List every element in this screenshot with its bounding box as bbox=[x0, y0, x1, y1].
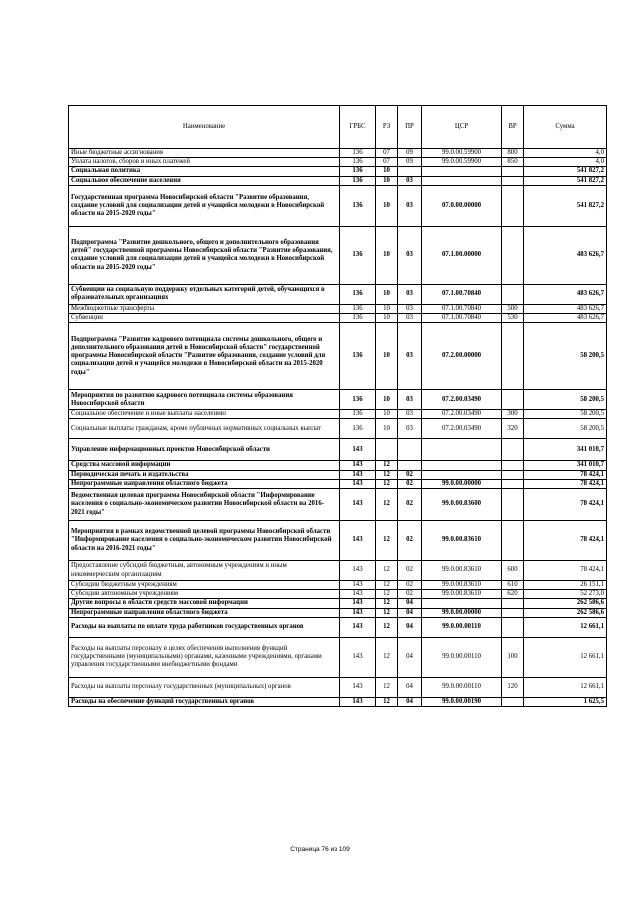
cell-name: Иные бюджетные ассигнования bbox=[69, 149, 340, 158]
table-row bbox=[69, 461, 607, 470]
cell-name: Средства массовой информации bbox=[69, 461, 340, 470]
cell-sum: 483 626,7 bbox=[524, 226, 607, 284]
cell-name: Подпрограмма "Развитие кадрового потенциала системы дошкольного, общего и дополнительного образования детей в Новосибирской области" государственной программы Новосибирской области "Развитие образования, создание условий для социализации детей и учащейся молодежи в Новосибирской области на 2015-2020 годы" bbox=[69, 323, 340, 390]
cell-vr bbox=[502, 479, 524, 488]
header-row bbox=[69, 106, 607, 149]
cell-grbs: 136 bbox=[340, 167, 376, 176]
cell-csr bbox=[422, 439, 502, 461]
cell-grbs: 143 bbox=[340, 590, 376, 599]
page-number: Страница 76 из 109 bbox=[290, 846, 350, 853]
cell-sum: 1 625,5 bbox=[524, 697, 607, 706]
cell-rz: 12 bbox=[376, 470, 398, 479]
cell-vr bbox=[502, 390, 524, 410]
cell-rz: 07 bbox=[376, 149, 398, 158]
table-row bbox=[69, 637, 607, 677]
cell-sum: 58 200,5 bbox=[524, 410, 607, 419]
cell-vr bbox=[502, 439, 524, 461]
cell-pr: 04 bbox=[398, 637, 422, 677]
cell-name: Субсидии автономным учреждениям bbox=[69, 590, 340, 599]
cell-vr: 120 bbox=[502, 677, 524, 697]
col-header-pr: ПР bbox=[398, 106, 422, 149]
cell-pr: 03 bbox=[398, 323, 422, 390]
cell-vr bbox=[502, 697, 524, 706]
cell-name: Предоставление субсидий бюджетным, автономным учреждениям и иным некоммерческим организациям bbox=[69, 561, 340, 581]
cell-grbs: 136 bbox=[340, 419, 376, 439]
cell-sum: 12 661,1 bbox=[524, 677, 607, 697]
table-row bbox=[69, 284, 607, 304]
cell-rz: 12 bbox=[376, 599, 398, 608]
cell-sum: 483 626,7 bbox=[524, 304, 607, 313]
cell-name: Социальное обеспечение и иные выплаты населению bbox=[69, 410, 340, 419]
cell-rz: 07 bbox=[376, 158, 398, 167]
cell-vr bbox=[502, 226, 524, 284]
cell-sum: 341 010,7 bbox=[524, 439, 607, 461]
cell-sum: 12 661,1 bbox=[524, 617, 607, 637]
cell-vr bbox=[502, 323, 524, 390]
cell-name: Расходы на выплаты персоналу в целях обеспечения выполнения функций государственными (муниципальными) органами, казенными учреждениями, органами управления государственными внебюджетными фондами bbox=[69, 637, 340, 677]
cell-name: Социальная политика bbox=[69, 167, 340, 176]
cell-csr: 07.1.00.70840 bbox=[422, 304, 502, 313]
cell-grbs: 136 bbox=[340, 176, 376, 185]
cell-csr: 99.0.00.83610 bbox=[422, 581, 502, 590]
cell-sum: 262 586,6 bbox=[524, 599, 607, 608]
cell-name: Мероприятия по развитию кадрового потенциала системы образования Новосибирской области bbox=[69, 390, 340, 410]
cell-grbs: 143 bbox=[340, 637, 376, 677]
cell-csr: 99.0.00.00190 bbox=[422, 697, 502, 706]
table-row bbox=[69, 226, 607, 284]
cell-grbs: 143 bbox=[340, 489, 376, 521]
cell-rz: 10 bbox=[376, 390, 398, 410]
cell-csr bbox=[422, 176, 502, 185]
table-row bbox=[69, 608, 607, 617]
cell-rz: 12 bbox=[376, 561, 398, 581]
cell-name: Уплата налогов, сборов и иных платежей bbox=[69, 158, 340, 167]
cell-vr bbox=[502, 167, 524, 176]
cell-grbs: 143 bbox=[340, 561, 376, 581]
cell-sum: 12 661,1 bbox=[524, 637, 607, 677]
cell-sum: 483 626,7 bbox=[524, 284, 607, 304]
cell-pr: 04 bbox=[398, 608, 422, 617]
cell-rz: 12 bbox=[376, 489, 398, 521]
cell-sum: 262 586,6 bbox=[524, 608, 607, 617]
cell-name: Государственная программа Новосибирской области "Развитие образования, создание условий для социализации детей и учащейся молодежи в Новосибирской области на 2015-2020 годы" bbox=[69, 185, 340, 226]
cell-csr: 07.2.00.00000 bbox=[422, 323, 502, 390]
col-header-grbs: ГРБС bbox=[340, 106, 376, 149]
cell-rz: 12 bbox=[376, 590, 398, 599]
cell-csr: 99.0.00.83610 bbox=[422, 590, 502, 599]
cell-csr: 07.2.00.03490 bbox=[422, 390, 502, 410]
table-row bbox=[69, 479, 607, 488]
cell-pr: 02 bbox=[398, 479, 422, 488]
cell-grbs: 136 bbox=[340, 390, 376, 410]
col-header-csr: ЦСР bbox=[422, 106, 502, 149]
cell-vr bbox=[502, 185, 524, 226]
cell-name: Другие вопросы в области средств массовой информации bbox=[69, 599, 340, 608]
cell-csr: 07.2.00.03490 bbox=[422, 419, 502, 439]
table-row bbox=[69, 617, 607, 637]
cell-pr: 02 bbox=[398, 590, 422, 599]
cell-csr: 99.0.00.83600 bbox=[422, 489, 502, 521]
cell-grbs: 136 bbox=[340, 226, 376, 284]
cell-vr bbox=[502, 521, 524, 561]
cell-pr: 03 bbox=[398, 185, 422, 226]
table-row bbox=[69, 590, 607, 599]
cell-grbs: 143 bbox=[340, 599, 376, 608]
cell-grbs: 136 bbox=[340, 314, 376, 323]
col-header-vr: ВР bbox=[502, 106, 524, 149]
cell-csr: 07.2.00.03490 bbox=[422, 410, 502, 419]
cell-rz: 10 bbox=[376, 314, 398, 323]
cell-grbs: 136 bbox=[340, 323, 376, 390]
table-row bbox=[69, 158, 607, 167]
cell-pr: 03 bbox=[398, 176, 422, 185]
cell-name: Социальные выплаты гражданам, кроме публичных нормативных социальных выплат bbox=[69, 419, 340, 439]
cell-pr: 03 bbox=[398, 284, 422, 304]
cell-name: Подпрограмма "Развитие дошкольного, общего и дополнительного образования детей" государственной программы Новосибирской области "Развитие образования, создание условий для социализации детей и учащейся молодежи в Новосибирской области на 2015-2020 годы" bbox=[69, 226, 340, 284]
table-row bbox=[69, 167, 607, 176]
cell-vr: 530 bbox=[502, 314, 524, 323]
cell-grbs: 143 bbox=[340, 581, 376, 590]
cell-csr bbox=[422, 599, 502, 608]
cell-rz: 12 bbox=[376, 461, 398, 470]
cell-rz: 12 bbox=[376, 637, 398, 677]
cell-pr: 02 bbox=[398, 521, 422, 561]
cell-pr bbox=[398, 439, 422, 461]
cell-vr bbox=[502, 461, 524, 470]
table-row bbox=[69, 323, 607, 390]
cell-vr bbox=[502, 470, 524, 479]
cell-vr: 320 bbox=[502, 419, 524, 439]
cell-rz: 12 bbox=[376, 677, 398, 697]
cell-grbs: 143 bbox=[340, 617, 376, 637]
cell-sum: 78 424,1 bbox=[524, 521, 607, 561]
cell-grbs: 143 bbox=[340, 521, 376, 561]
cell-csr: 99.0.00.00000 bbox=[422, 479, 502, 488]
cell-rz: 10 bbox=[376, 419, 398, 439]
table-row bbox=[69, 419, 607, 439]
cell-csr: 07.1.00.70840 bbox=[422, 284, 502, 304]
cell-pr: 03 bbox=[398, 314, 422, 323]
table-row bbox=[69, 304, 607, 313]
cell-vr: 800 bbox=[502, 149, 524, 158]
cell-pr: 03 bbox=[398, 419, 422, 439]
cell-vr bbox=[502, 617, 524, 637]
cell-name: Расходы на выплаты по оплате труда работников государственных органов bbox=[69, 617, 340, 637]
cell-grbs: 143 bbox=[340, 470, 376, 479]
cell-pr: 04 bbox=[398, 617, 422, 637]
cell-vr bbox=[502, 608, 524, 617]
col-header-rz: РЗ bbox=[376, 106, 398, 149]
cell-sum: 4,0 bbox=[524, 149, 607, 158]
cell-pr: 02 bbox=[398, 470, 422, 479]
cell-vr: 500 bbox=[502, 304, 524, 313]
cell-rz bbox=[376, 439, 398, 461]
cell-vr bbox=[502, 176, 524, 185]
col-header-name: Наименование bbox=[69, 106, 340, 149]
cell-sum: 58 200,5 bbox=[524, 419, 607, 439]
cell-csr: 99.0.00.00110 bbox=[422, 677, 502, 697]
cell-sum: 52 273,0 bbox=[524, 590, 607, 599]
table-row bbox=[69, 470, 607, 479]
cell-pr: 04 bbox=[398, 599, 422, 608]
cell-rz: 12 bbox=[376, 581, 398, 590]
cell-pr: 04 bbox=[398, 677, 422, 697]
cell-grbs: 136 bbox=[340, 304, 376, 313]
cell-csr: 07.1.00.70840 bbox=[422, 314, 502, 323]
cell-grbs: 143 bbox=[340, 677, 376, 697]
table-row bbox=[69, 149, 607, 158]
table-row bbox=[69, 390, 607, 410]
cell-rz: 10 bbox=[376, 284, 398, 304]
cell-csr: 99.0.00.83610 bbox=[422, 521, 502, 561]
cell-sum: 58 200,5 bbox=[524, 390, 607, 410]
cell-csr: 99.0.00.00000 bbox=[422, 608, 502, 617]
cell-vr: 600 bbox=[502, 561, 524, 581]
table-row bbox=[69, 185, 607, 226]
cell-grbs: 136 bbox=[340, 410, 376, 419]
cell-grbs: 136 bbox=[340, 149, 376, 158]
cell-name: Ведомственная целевая программа Новосибирской области "Информирование населения о социально-экономическом развитии Новосибирской области на 2016-2021 годы" bbox=[69, 489, 340, 521]
cell-rz: 12 bbox=[376, 697, 398, 706]
cell-name: Субвенции bbox=[69, 314, 340, 323]
cell-rz: 12 bbox=[376, 608, 398, 617]
cell-pr: 03 bbox=[398, 304, 422, 313]
cell-csr: 99.0.00.59900 bbox=[422, 149, 502, 158]
cell-name: Управление информационных проектов Новосибирской области bbox=[69, 439, 340, 461]
budget-table-container bbox=[68, 105, 606, 707]
cell-grbs: 136 bbox=[340, 158, 376, 167]
cell-name: Расходы на обеспечение функций государственных органов bbox=[69, 697, 340, 706]
cell-name: Субсидии бюджетным учреждениям bbox=[69, 581, 340, 590]
cell-pr: 03 bbox=[398, 410, 422, 419]
cell-pr: 03 bbox=[398, 226, 422, 284]
cell-name: Субвенции на социальную поддержку отдельных категорий детей, обучающихся в образовательных организациях bbox=[69, 284, 340, 304]
cell-csr bbox=[422, 470, 502, 479]
cell-vr: 100 bbox=[502, 637, 524, 677]
table-row bbox=[69, 581, 607, 590]
col-header-sum: Сумма bbox=[524, 106, 607, 149]
table-body bbox=[69, 149, 607, 707]
cell-grbs: 143 bbox=[340, 608, 376, 617]
cell-name: Межбюджетные трансферты bbox=[69, 304, 340, 313]
cell-name: Непрограммные направления областного бюджета bbox=[69, 479, 340, 488]
table-row bbox=[69, 677, 607, 697]
cell-vr bbox=[502, 489, 524, 521]
cell-sum: 541 827,2 bbox=[524, 167, 607, 176]
cell-vr: 620 bbox=[502, 590, 524, 599]
cell-sum: 483 626,7 bbox=[524, 314, 607, 323]
cell-rz: 10 bbox=[376, 185, 398, 226]
cell-pr: 09 bbox=[398, 149, 422, 158]
cell-sum: 58 200,5 bbox=[524, 323, 607, 390]
cell-pr: 04 bbox=[398, 697, 422, 706]
cell-sum: 341 010,7 bbox=[524, 461, 607, 470]
cell-rz: 10 bbox=[376, 410, 398, 419]
cell-vr: 610 bbox=[502, 581, 524, 590]
table-row bbox=[69, 176, 607, 185]
cell-grbs: 136 bbox=[340, 284, 376, 304]
cell-vr: 300 bbox=[502, 410, 524, 419]
table-row bbox=[69, 599, 607, 608]
cell-grbs: 136 bbox=[340, 185, 376, 226]
cell-rz: 12 bbox=[376, 617, 398, 637]
cell-sum: 78 424,1 bbox=[524, 479, 607, 488]
cell-name: Социальное обеспечение населения bbox=[69, 176, 340, 185]
budget-table bbox=[68, 105, 607, 707]
cell-csr bbox=[422, 167, 502, 176]
cell-csr: 99.0.00.59900 bbox=[422, 158, 502, 167]
table-row bbox=[69, 410, 607, 419]
cell-grbs: 143 bbox=[340, 479, 376, 488]
table-row bbox=[69, 521, 607, 561]
table-row bbox=[69, 561, 607, 581]
cell-name: Расходы на выплаты персоналу государственных (муниципальных) органов bbox=[69, 677, 340, 697]
cell-grbs: 143 bbox=[340, 461, 376, 470]
cell-rz: 10 bbox=[376, 226, 398, 284]
cell-rz: 10 bbox=[376, 167, 398, 176]
cell-pr bbox=[398, 461, 422, 470]
cell-rz: 12 bbox=[376, 521, 398, 561]
cell-csr: 07.0.00.00000 bbox=[422, 185, 502, 226]
cell-rz: 12 bbox=[376, 479, 398, 488]
cell-sum: 78 424,1 bbox=[524, 489, 607, 521]
cell-sum: 541 827,2 bbox=[524, 185, 607, 226]
cell-pr: 02 bbox=[398, 561, 422, 581]
cell-vr: 850 bbox=[502, 158, 524, 167]
cell-sum: 78 424,1 bbox=[524, 561, 607, 581]
cell-pr: 09 bbox=[398, 158, 422, 167]
cell-rz: 10 bbox=[376, 304, 398, 313]
cell-pr: 02 bbox=[398, 489, 422, 521]
table-row bbox=[69, 439, 607, 461]
cell-sum: 78 424,1 bbox=[524, 470, 607, 479]
cell-sum: 4,0 bbox=[524, 158, 607, 167]
cell-vr bbox=[502, 284, 524, 304]
cell-rz: 10 bbox=[376, 176, 398, 185]
cell-csr: 07.1.00.00000 bbox=[422, 226, 502, 284]
cell-pr: 03 bbox=[398, 390, 422, 410]
cell-pr: 02 bbox=[398, 581, 422, 590]
cell-vr bbox=[502, 599, 524, 608]
table-row bbox=[69, 697, 607, 706]
cell-csr: 99.0.00.83610 bbox=[422, 561, 502, 581]
table-row bbox=[69, 314, 607, 323]
cell-csr: 99.0.00.00110 bbox=[422, 637, 502, 677]
cell-csr bbox=[422, 461, 502, 470]
cell-sum: 26 151,1 bbox=[524, 581, 607, 590]
cell-pr bbox=[398, 167, 422, 176]
cell-name: Непрограммные направления областного бюджета bbox=[69, 608, 340, 617]
cell-rz: 10 bbox=[376, 323, 398, 390]
cell-sum: 541 827,2 bbox=[524, 176, 607, 185]
table-row bbox=[69, 489, 607, 521]
cell-csr: 99.0.00.00110 bbox=[422, 617, 502, 637]
cell-name: Мероприятия в рамках ведомственной целевой программы Новосибирской области "Информирование населения о социально-экономическом развитии Новосибирской области на 2016-2021 годы" bbox=[69, 521, 340, 561]
cell-grbs: 143 bbox=[340, 697, 376, 706]
cell-grbs: 143 bbox=[340, 439, 376, 461]
cell-name: Периодическая печать и издательства bbox=[69, 470, 340, 479]
